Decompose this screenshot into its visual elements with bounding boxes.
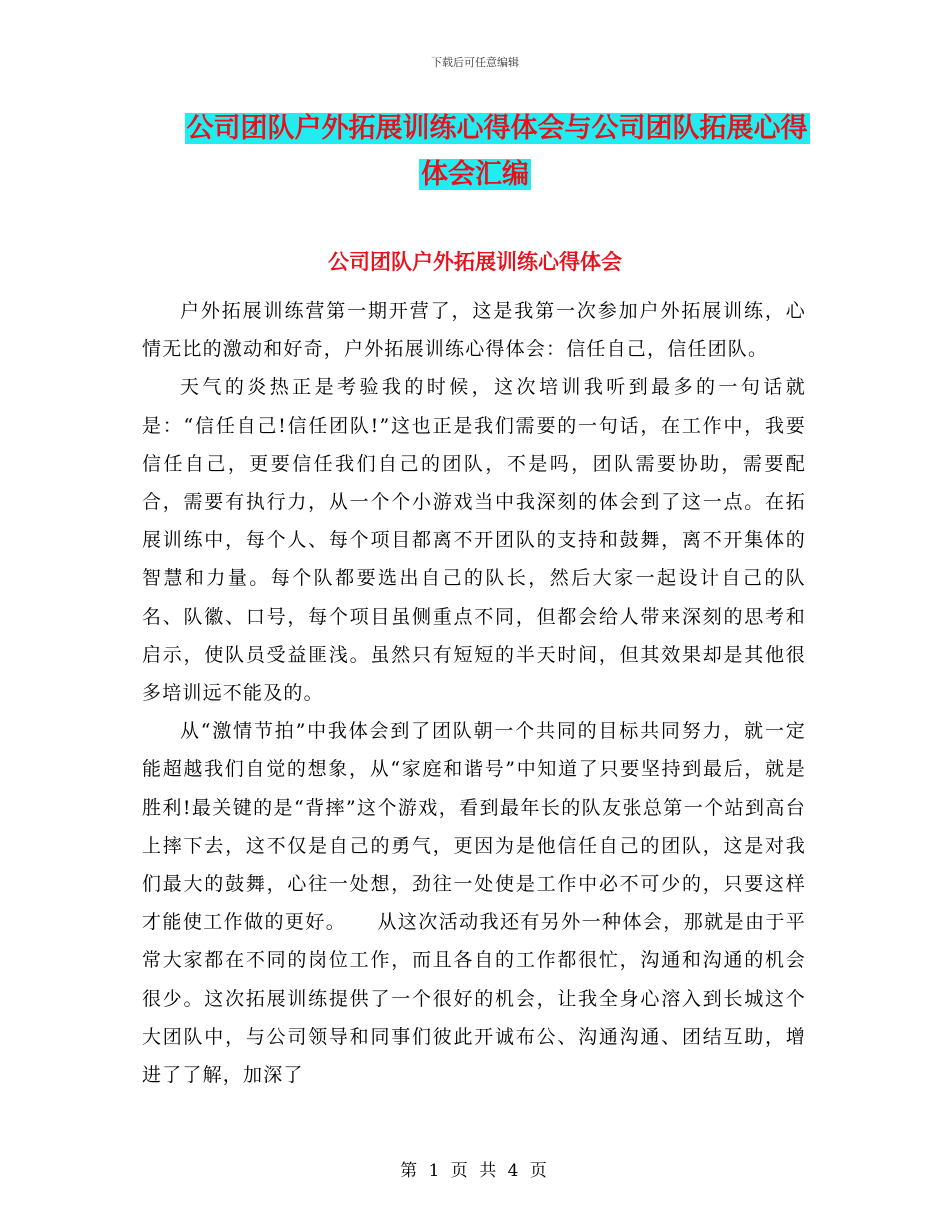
section-title: 公司团队户外拓展训练心得体会 xyxy=(328,250,622,274)
document-title-line-1-text: 公司团队户外拓展训练心得体会与公司团队拓展心得 xyxy=(186,113,808,144)
document-title-line-2-text: 体会汇编 xyxy=(421,159,529,190)
document-body xyxy=(142,292,806,1094)
page-header-note: 下载后可任意编辑 xyxy=(431,56,519,69)
document-title-line-1 xyxy=(22,108,950,150)
page-footer: 第 1 页 共 4 页 xyxy=(400,1161,550,1181)
paragraph-3: 从“激情节拍”中我体会到了团队朝一个共同的目标共同努力，就一定能超越我们自觉的想象，从“家庭和谐号”中知道了只要坚持到最后，就是胜利!最关键的是“背摔”这个游戏，看到最年长的队友张总第一个站到高台上摔下去，这不仅是自己的勇气，更因为是他信任自己的团队，这是对我们最大的鼓舞，心往一处想，劲往一处使是工作中必不可少的，只要这样才能使工作做的更好。 从这次活动我还有另外一种体会，那就是由于平常大家都在不同的岗位工作，而且各自的工作都很忙，沟通和沟通的机会很少。这次拓展训练提供了一个很好的机会，让我全身心溶入到长城这个大团队中，与公司领导和同事们彼此开诚布公、沟通沟通、团结互助，增进了了解，加深了 xyxy=(142,720,806,1087)
paragraph-1: 户外拓展训练营第一期开营了，这是我第一次参加户外拓展训练，心情无比的激动和好奇，户外拓展训练心得体会：信任自己，信任团队。 xyxy=(142,300,806,361)
document-title-line-2 xyxy=(0,154,950,196)
paragraph-2: 天气的炎热正是考验我的时候，这次培训我听到最多的一句话就是：“信任自己!信任团队!”这也正是我们需要的一句话，在工作中，我要信任自己，更要信任我们自己的团队，不是吗，团队需要协助，需要配合，需要有执行力，从一个个小游戏当中我深刻的体会到了这一点。在拓展训练中，每个人、每个项目都离不开团队的支持和鼓舞，离不开集体的智慧和力量。每个队都要选出自己的队长，然后大家一起设计自己的队名、队徽、口号，每个项目虽侧重点不同，但都会给人带来深刻的思考和启示，使队员受益匪浅。虽然只有短短的半天时间，但其效果却是其他很多培训远不能及的。 xyxy=(142,376,806,705)
